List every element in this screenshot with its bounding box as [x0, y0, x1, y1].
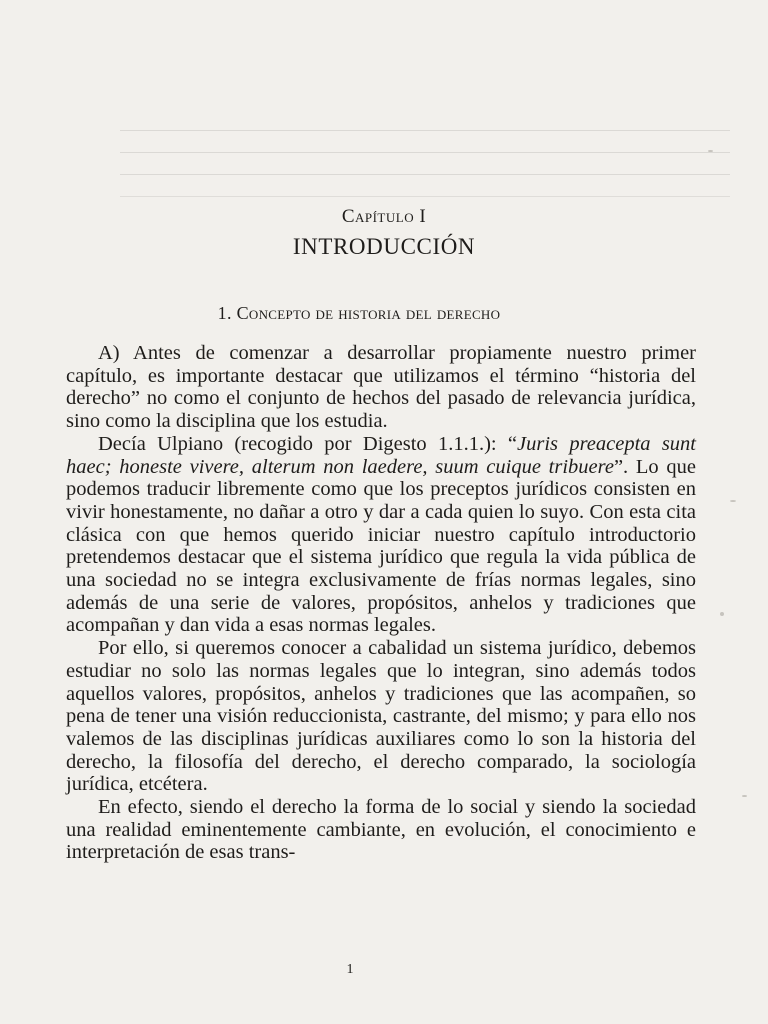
paragraph-4: [66, 796, 696, 864]
chapter-label: Capítulo I: [341, 206, 427, 227]
bleed-through-header: [140, 84, 340, 107]
paragraph-2-text-after: ”. Lo que podemos traducir libremente como que los preceptos jurídicos consisten en vivir honestamente, no dañar a otro y dar a cada quien lo suyo. Con esta cita clásica con que hemos querido iniciar nuestro capítulo introductorio pretendemos destacar que el sistema jurídico que regula la vida pública de una sociedad no se integra exclusivamente de frías normas legales, sino además de una serie de valores, propósitos, anhelos y tradiciones que acompañan y dan vida a esas normas legales.: [66, 455, 696, 637]
paragraph-3: [66, 637, 696, 796]
page-number: 1: [346, 962, 354, 977]
paragraph-2: [66, 433, 696, 637]
paragraph-4-text: En efecto, siendo el derecho la forma de lo social y siendo la sociedad una realidad eminentemente cambiante, en evolución, el conocimiento e interpretación de esas trans-: [66, 796, 696, 864]
scan-speck: [708, 150, 713, 152]
section-heading: 1. Concepto de historia del derecho: [217, 303, 501, 323]
bleed-through-text-top: [120, 120, 730, 210]
paragraph-1: [66, 342, 696, 433]
scan-speck: [742, 795, 747, 797]
chapter-title: INTRODUCCIÓN: [292, 234, 476, 259]
paragraph-1-text: A) Antes de comenzar a desarrollar propiamente nuestro primer capítulo, es importante destacar que utilizamos el término “historia del derecho” no como el conjunto de hechos del pasado de relevancia jurídica, sino como la disciplina que los estudia.: [66, 342, 696, 433]
latin-quote: Juris preacepta sunt haec; honeste vivere, alterum non laedere, suum cuique tribuere: [66, 432, 696, 478]
paragraph-2-text-before: Decía Ulpiano (recogido por Digesto 1.1.1.): “: [98, 432, 518, 455]
scan-speck: [720, 612, 724, 616]
paragraph-3-text: Por ello, si queremos conocer a cabalidad un sistema jurídico, debemos estudiar no solo las normas legales que lo integran, sino además todos aquellos valores, propósitos, anhelos y tradiciones que las acompañen, so pena de tener una visión reduccionista, castrante, del mismo; y para ello nos valemos de las disciplinas jurídicas auxiliares como lo son la historia del derecho, la filosofía del derecho, el derecho comparado, la sociología jurídica, etcétera.: [66, 637, 696, 796]
scan-speck: [730, 500, 736, 502]
body-text: [66, 342, 696, 864]
